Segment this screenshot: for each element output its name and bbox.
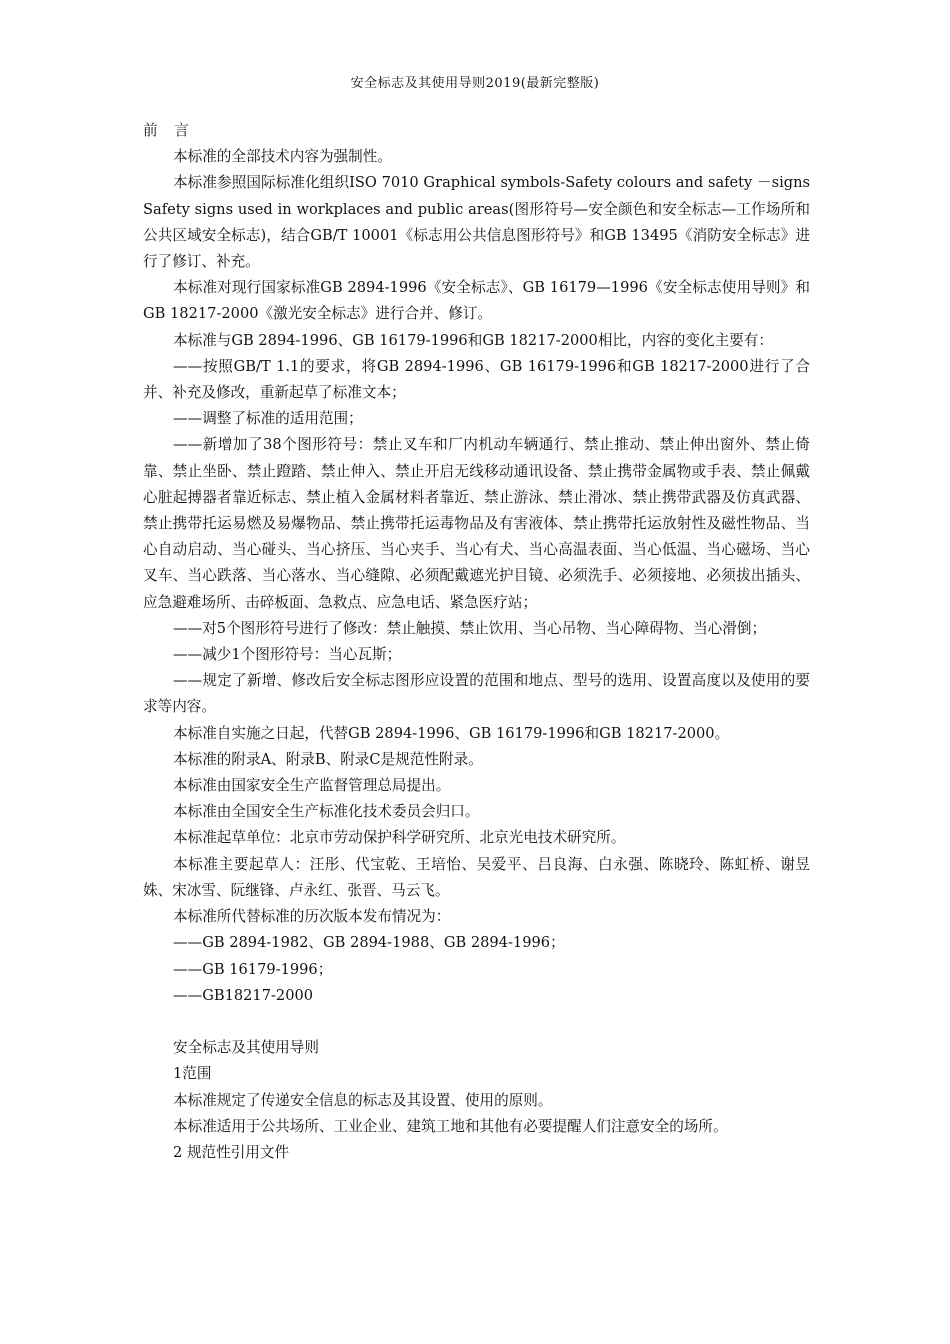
section-1-heading: 1范围 [173,1065,212,1083]
paragraph: ——对5个图形符号进行了修改：禁止触摸、禁止饮用、当心吊物、当心障碍物、当心滑倒； [173,619,767,637]
document-body [143,118,810,1166]
section-gap [143,1009,810,1035]
paragraph: ——新增加了38个图形符号：禁止叉车和厂内机动车辆通行、禁止推动、禁止伸出窗外、禁止倚靠、禁止坐卧、禁止蹬踏、禁止伸入、禁止开启无线移动通讯设备、禁止携带金属物或手表、禁止佩戴心脏起搏器者靠近标志、禁止植入金属材料者靠近、禁止游泳、禁止滑冰、禁止携带武器及仿真武器、禁止携带托运易燃及易爆物品、禁止携带托运毒物品及有害液体、禁止携带托运放射性及磁性物品、当心自动启动、当心碰头、当心挤压、当心夹手、当心有犬、当心高温表面、当心低温、当心磁场、当心叉车、当心跌落、当心落水、当心缝隙、必须配戴遮光护目镜、必须洗手、必须接地、必须拔出插头、应急避难场所、击碎板面、急救点、应急电话、紧急医疗站； [143,436,810,611]
section-title: 安全标志及其使用导则 [173,1039,319,1057]
section-2-heading: 2 规范性引用文件 [173,1143,290,1161]
preface-heading: 前 言 [143,122,195,139]
paragraph: ——按照GB/T 1.1的要求，将GB 2894-1996、GB 16179-1996和GB 18217-2000进行了合并、补充及修改，重新起草了标准文本； [143,357,810,402]
page-header: 安全标志及其使用导则2019(最新完整版) [350,76,600,91]
paragraph: 本标准的全部技术内容为强制性。 [173,148,392,166]
paragraph: 本标准参照国际标准化组织ISO 7010 Graphical symbols-Safety colours and safety －signs Safety signs used in workplaces and public areas(图形符号—安全颜色和安全标志—工作场所和公共区域安全标志)，结合GB/T 10001《标志用公共信息图形符号》和GB 13495《消防安全标志》进行了修订、补充。 [143,174,810,271]
paragraph: ——减少1个图形符号：当心瓦斯； [173,646,402,664]
paragraph: 本标准的附录A、附录B、附录C是规范性附录。 [173,750,483,768]
paragraph: 本标准规定了传递安全信息的标志及其设置、使用的原则。 [173,1091,553,1109]
paragraph: 本标准主要起草人：汪彤、代宝乾、王培怡、吴爱平、吕良海、白永强、陈晓玲、陈虹桥、谢昱姝、宋冰雪、阮继锋、卢永红、张晋、马云飞。 [143,855,810,899]
paragraph: 本标准由全国安全生产标准化技术委员会归口。 [173,803,480,821]
paragraph: ——调整了标准的适用范围； [173,410,363,428]
paragraph: 本标准由国家安全生产监督管理总局提出。 [173,777,451,795]
paragraph: 本标准所代替标准的历次版本发布情况为： [173,908,451,926]
paragraph: 本标准起草单位：北京市劳动保护科学研究所、北京光电技术研究所。 [173,829,626,847]
paragraph: ——GB 2894-1982、GB 2894-1988、GB 2894-1996； [173,934,565,952]
paragraph: 本标准自实施之日起，代替GB 2894-1996、GB 16179-1996和GB 18217-2000。 [173,724,730,742]
paragraph: 本标准适用于公共场所、工业企业、建筑工地和其他有必要提醒人们注意安全的场所。 [173,1117,728,1135]
paragraph: 本标准对现行国家标准GB 2894-1996《安全标志》、GB 16179—1996《安全标志使用导则》和GB 18217-2000《激光安全标志》进行合并、修订。 [143,279,810,323]
paragraph: ——GB18217-2000 [173,986,314,1004]
paragraph: ——GB 16179-1996； [173,960,333,978]
paragraph: ——规定了新增、修改后安全标志图形应设置的范围和地点、型号的选用、设置高度以及使用的要求等内容。 [143,672,810,716]
paragraph: 本标准与GB 2894-1996、GB 16179-1996和GB 18217-2000相比，内容的变化主要有： [173,331,773,349]
